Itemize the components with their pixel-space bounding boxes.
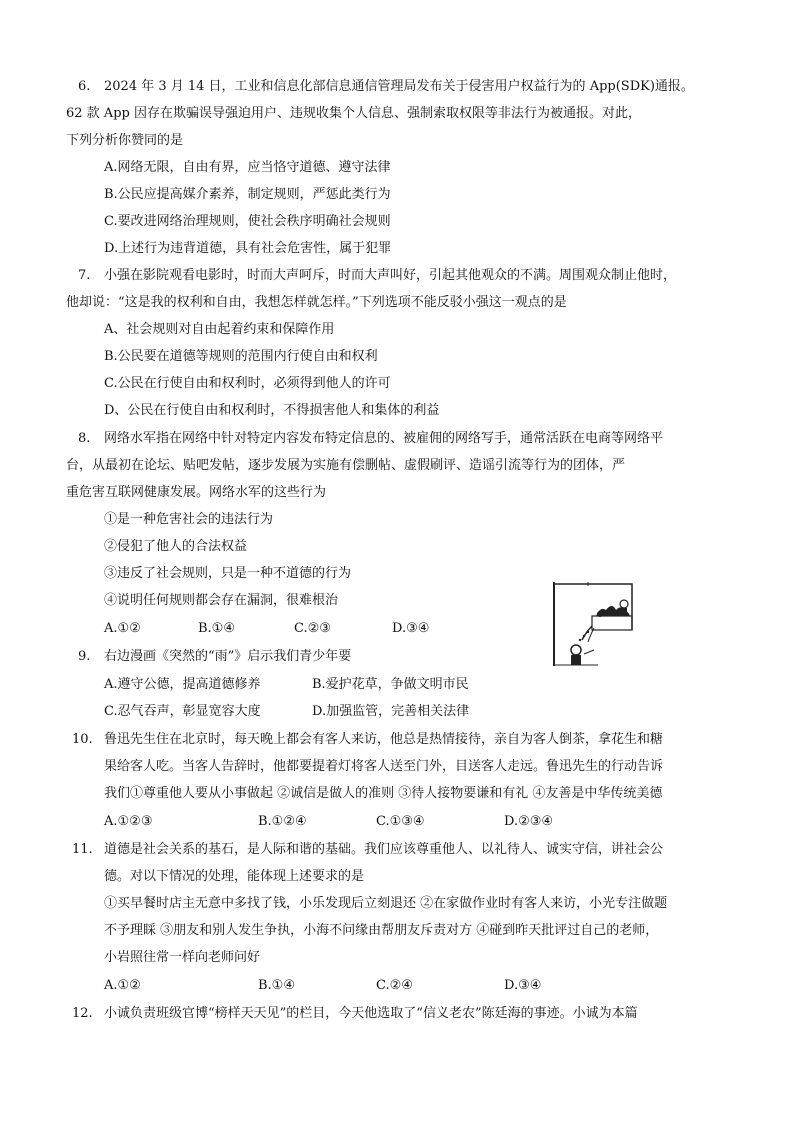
question-10-number: 10. bbox=[72, 732, 93, 747]
question-7-option-b: B.公民要在道德等规则的范围内行使自由和权利 bbox=[104, 349, 378, 364]
question-8-statement-4: ④说明任何规则都会存在漏洞，很难根治 bbox=[104, 593, 339, 608]
question-6-option-d: D.上述行为违背道德，具有社会危害性，属于犯罪 bbox=[104, 241, 392, 256]
question-7-option-a: A、社会规则对自由起着约束和保障作用 bbox=[104, 322, 335, 337]
question-11-line-2: 德。对以下情况的处理，能体现上述要求的是 bbox=[104, 869, 365, 884]
question-11-line-3: ①买早餐时店主无意中多找了钱，小乐发现后立刻退还 ②在家做作业时有客人来访，小光专注做题 bbox=[104, 896, 668, 911]
question-11-number: 11. bbox=[72, 842, 93, 857]
question-6-line-1: 2024 年 3 月 14 日，工业和信息化部信息通信管理局发布关于侵害用户权益行为的 App(SDK)通报。 bbox=[104, 79, 694, 94]
question-11-option-a: A.①② bbox=[104, 978, 141, 993]
question-11-option-d: D.③④ bbox=[504, 978, 542, 993]
question-8-option-a: A.①② bbox=[104, 621, 141, 636]
question-8-number: 8. bbox=[78, 431, 91, 446]
question-8-statement-1: ①是一种危害社会的违法行为 bbox=[104, 512, 274, 527]
question-8-line-1: 网络水军指在网络中针对特定内容发布特定信息的、被雇佣的网络写手，通常活跃在电商等网络平 bbox=[104, 431, 664, 446]
question-9-option-a: A.遵守公德，提高道德修养 bbox=[104, 677, 261, 692]
question-6-line-3: 下列分析你赞同的是 bbox=[66, 133, 184, 148]
question-9-option-b: B.爱护花草，争做文明市民 bbox=[312, 677, 469, 692]
question-10-line-1: 鲁迅先生住在北京时，每天晚上都会有客人来访，他总是热情接待，亲自为客人倒茶，拿花生和糖 bbox=[104, 732, 664, 747]
question-11-line-1: 道德是社会关系的基石，是人际和谐的基础。我们应该尊重他人、以礼待人、诚实守信，讲社会公 bbox=[104, 842, 664, 857]
question-10-line-2: 果给客人吃。当客人告辞时，他都要提着灯将客人送至门外，目送客人走远。鲁迅先生的行动告诉 bbox=[104, 759, 664, 774]
question-10-option-a: A.①②③ bbox=[104, 814, 153, 829]
question-8-option-b: B.①④ bbox=[198, 621, 235, 636]
question-11-option-c: C.②④ bbox=[376, 978, 413, 993]
question-7-option-c: C.公民在行使自由和权利时，必须得到他人的许可 bbox=[104, 376, 391, 391]
question-8-statement-3: ③违反了社会规则，只是一种不道德的行为 bbox=[104, 566, 352, 581]
question-6-line-2: 62 款 App 因存在欺骗误导强迫用户、违规收集个人信息、强制索取权限等非法行为被通报。对此， bbox=[66, 106, 641, 121]
question-8-line-3: 重危害互联网健康发展。网络水军的这些行为 bbox=[66, 485, 327, 500]
question-9-line-1: 右边漫画《突然的“雨”》启示我们青少年要 bbox=[104, 649, 352, 664]
question-6-option-b: B.公民应提高媒介素养，制定规则，严惩此类行为 bbox=[104, 187, 391, 202]
question-11-option-b: B.①④ bbox=[258, 978, 295, 993]
question-12-line-1: 小诚负责班级官博“榜样天天见”的栏目，今天他选取了“信义老农”陈廷海的事迹。小诚为本篇 bbox=[104, 1006, 638, 1021]
question-6-number: 6. bbox=[78, 79, 91, 94]
question-9-option-c: C.忍气吞声，彰显宽容大度 bbox=[104, 704, 261, 719]
question-9-number: 9. bbox=[78, 649, 91, 664]
question-6-option-a: A.网络无限，自由有界，应当恪守道德、遵守法律 bbox=[104, 160, 391, 175]
question-8-line-2: 台，从最初在论坛、贴吧发帖，逐步发展为实施有偿删帖、虚假刷评、造谣引流等行为的团体，严 bbox=[66, 458, 626, 473]
question-6-option-c: C.要改进网络治理规则，使社会秩序明确社会规则 bbox=[104, 214, 391, 229]
question-10-option-d: D.②③④ bbox=[504, 814, 554, 829]
question-8-option-d: D.③④ bbox=[392, 621, 430, 636]
cartoon-illustration bbox=[548, 578, 636, 666]
question-8-option-c: C.②③ bbox=[294, 621, 331, 636]
question-10-option-b: B.①②④ bbox=[258, 814, 307, 829]
question-7-number: 7. bbox=[78, 268, 91, 283]
question-7-line-1: 小强在影院观看电影时，时而大声呵斥，时而大声叫好，引起其他观众的不满。周围观众制止他时， bbox=[104, 268, 677, 283]
question-10-line-3: 我们①尊重他人要从小事做起 ②诚信是做人的准则 ③待人接物要谦和有礼 ④友善是中华传统美德 bbox=[104, 786, 663, 801]
question-11-line-4: 不予理睬 ③朋友和别人发生争执，小海不问缘由帮朋友斥责对方 ④碰到昨天批评过自己的老师， bbox=[104, 923, 659, 938]
question-10-option-c: C.①③④ bbox=[376, 814, 425, 829]
question-8-statement-2: ②侵犯了他人的合法权益 bbox=[104, 539, 248, 554]
question-12-number: 12. bbox=[72, 1006, 93, 1021]
question-9-option-d: D.加强监管，完善相关法律 bbox=[312, 704, 470, 719]
question-7-option-d: D、公民在行使自由和权利时，不得损害他人和集体的利益 bbox=[104, 403, 440, 418]
question-7-line-2: 他却说：“这是我的权利和自由，我想怎样就怎样。”下列选项不能反驳小强这一观点的是 bbox=[66, 295, 567, 310]
question-11-line-5: 小岩照往常一样向老师问好 bbox=[104, 950, 261, 965]
